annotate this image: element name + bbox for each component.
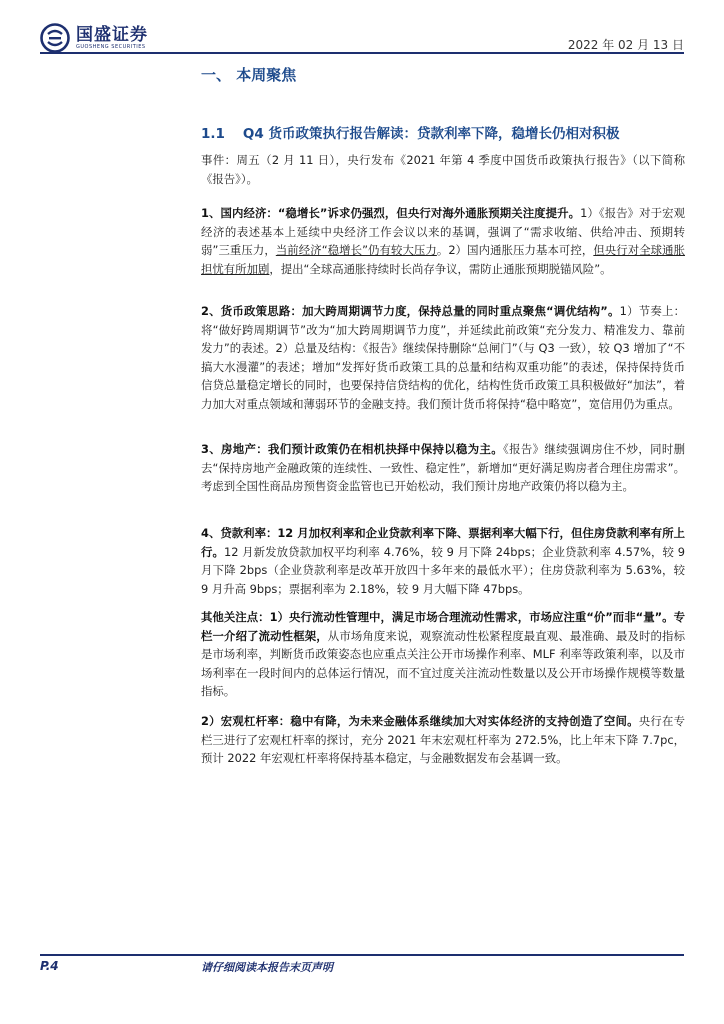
guosheng-logo-icon: [40, 23, 70, 53]
report-date: 2022 年 02 月 13 日: [567, 38, 684, 52]
paragraph-lead: 4、贷款利率：12 月加权利率和企业贷款利率下降、票据利率大幅下行，但住房贷款利率有所上行。: [201, 526, 685, 559]
page-number: P.4: [40, 959, 59, 973]
paragraph-liquidity: [201, 608, 685, 701]
paragraph-macro-leverage: [201, 712, 685, 768]
paragraph-lead: 其他关注点：1）央行流动性管理中，满足市场合理流动性需求，市场应注重“价”而非“量”。专栏一介绍了流动性框架，: [201, 610, 685, 643]
brand-name-cn: 国盛证券: [76, 24, 148, 45]
page-header: [0, 0, 724, 60]
paragraph-text: 12 月新发放贷款加权平均利率 4.76%，较 9 月下降 24bps；企业贷款利率 4.57%，较 9 月下降 2bps（企业贷款利率是改革开放四十多年来的最低水平）；住房贷款利率为 5.63%，较 9 月升高 9bps；票据利率为 2.18%，较 9 月大幅下降 47bps。: [201, 544, 685, 596]
subsection-heading: Q4 货币政策执行报告解读：贷款利率下降，稳增长仍相对积极: [242, 126, 620, 142]
paragraph-lead: 1、国内经济：“稳增长”诉求仍强烈，但央行对海外通胀预期关注度提升。: [201, 206, 581, 220]
paragraph-lead: 2）宏观杠杆率：稳中有降，为未来金融体系继续加大对实体经济的支持创造了空间。: [201, 714, 639, 728]
paragraph-lead: 3、房地产：我们预计政策仍在相机抉择中保持以稳为主。: [201, 442, 504, 456]
underlined-text: 但央行对全球通胀担忧有所加剧: [201, 243, 686, 276]
paragraph-real-estate: [201, 440, 685, 496]
event-paragraph: 事件：周五（2 月 11 日），央行发布《2021 年第 4 季度中国货币政策执行报告》（以下简称《报告》）。: [201, 153, 685, 186]
paragraph-lead: 2、货币政策思路：加大跨周期调节力度，保持总量的同时重点聚焦“调优结构”。: [201, 304, 620, 318]
header-divider: [40, 52, 684, 54]
paragraph-monetary-policy: [201, 302, 685, 414]
paragraph-text: 1）《报告》对于宏观经济的表述基本上延续中央经济工作会议以来的基调，强调了“需求收缩、供给冲击、预期转弱”三重压力，: [201, 206, 685, 258]
paragraph-text: 。2）国内通胀压力基本可控，: [436, 243, 594, 258]
subsection-title: [201, 122, 620, 142]
footer-divider: [40, 954, 684, 956]
subsection-number: 1.1: [201, 126, 225, 142]
footer-disclaimer: 请仔细阅读本报告末页声明: [201, 961, 333, 974]
paragraph-text: ，提出“全球高通胀持续时长尚存争议，需防止通胀预期脱锚风险”。: [269, 261, 612, 276]
brand-logo: [40, 23, 148, 53]
paragraph-text: 1）节奏上：将“做好跨周期调节”改为“加大跨周期调节力度”，并延续此前政策“充分发力、精准发力、靠前发力”的表述。2）总量及结构：《报告》继续保持删除“总闸门”（与 Q3 一致），较 Q3 增加了“不搞大水漫灌”的表述；增加“发挥好货币政策工具的总量和结构双重功能”的表述，保持保持货币信贷总量稳定增长的同时，也要保持信贷结构的优化，结构性货币政策工具积极做好“加法”，着力加大对重点领域和薄弱环节的金融支持。我们预计货币将保持“稳中略宽”，宽信用仍为重点。: [201, 304, 686, 411]
section-title: 一、 本周聚焦: [201, 66, 297, 84]
paragraph-text: 《报告》继续强调房住不炒，同时删去“保持房地产金融政策的连续性、一致性、稳定性”，新增加“更好满足购房者合理住房需求”。考虑到全国性商品房预售资金监管也已开始松动，我们预计房地产政策仍将以稳为主。: [201, 442, 685, 494]
paragraph-domestic-economy: [201, 204, 685, 278]
paragraph-loan-rates: [201, 524, 685, 598]
paragraph-text: 央行在专栏三进行了宏观杠杆率的探讨，充分 2021 年末宏观杠杆率为 272.5%，比上年末下降 7.7pc，预计 2022 年宏观杠杆率将保持基本稳定，与金融数据发布会基调一致。: [201, 714, 685, 766]
brand-name-en: GUOSHENG SECURITIES: [76, 43, 146, 50]
underlined-text: 当前经济“稳增长”仍有较大压力: [275, 243, 437, 258]
paragraph-text: 从市场角度来说，观察流动性松紧程度最直观、最准确、最及时的指标是市场利率，判断货币政策姿态也应重点关注公开市场操作利率、MLF 利率等政策利率，以及市场利率在一段时间内的总体运行情况，而不宜过度关注流动性数量以及公开市场操作规模等数量指标。: [201, 628, 685, 699]
